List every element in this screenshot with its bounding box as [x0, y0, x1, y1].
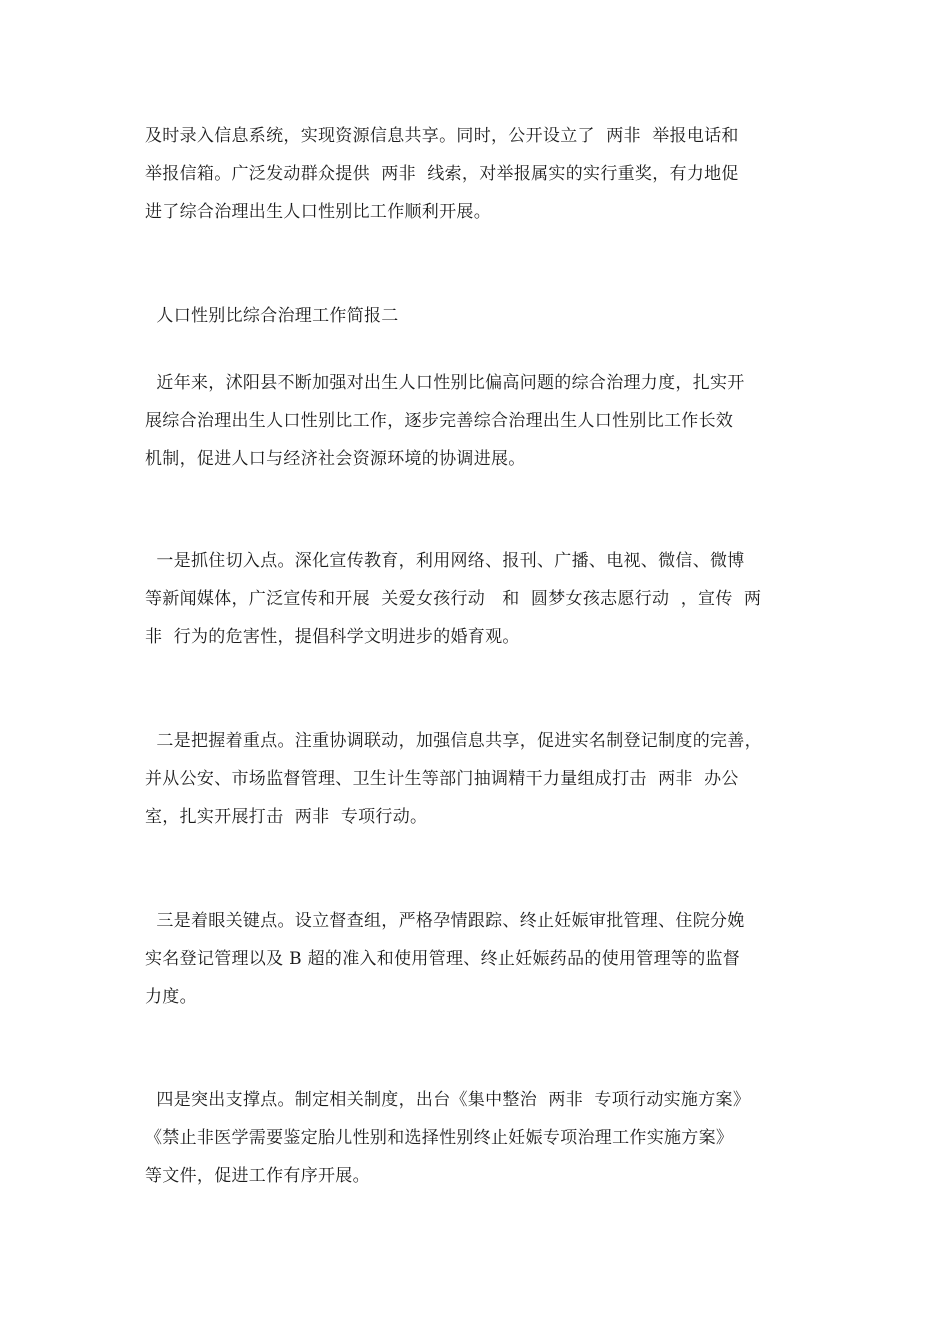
text-line: 举报信箱。广泛发动群众提供 两非 线索，对举报属实的实行重奖，有力地促: [145, 164, 739, 184]
text-line: 室，扎实开展打击 两非 专项行动。: [145, 807, 428, 827]
text-line: 非 行为的危害性，提倡科学文明进步的婚育观。: [145, 627, 520, 647]
paragraph-intro: [145, 117, 815, 231]
text-line: 机制，促进人口与经济社会资源环境的协调进展。: [145, 449, 526, 469]
paragraph-5: [145, 1081, 815, 1195]
text-line: 展综合治理出生人口性别比工作，逐步完善综合治理出生人口性别比工作长效: [145, 411, 734, 431]
title-text: 人口性别比综合治理工作简报二: [145, 306, 399, 326]
paragraph-2: [145, 542, 815, 656]
text-line: 一是抓住切入点。深化宣传教育，利用网络、报刊、广播、电视、微信、微博: [145, 551, 745, 571]
paragraph-1: [145, 364, 815, 478]
text-line: 进了综合治理出生人口性别比工作顺利开展。: [145, 202, 491, 222]
text-line: 四是突出支撑点。制定相关制度，出台《集中整治 两非 专项行动实施方案》: [145, 1090, 751, 1110]
text-line: 等新闻媒体，广泛宣传和开展 关爱女孩行动 和 圆梦女孩志愿行动 ，宣传 两: [145, 589, 762, 609]
text-line: 等文件，促进工作有序开展。: [145, 1166, 370, 1186]
paragraph-3: [145, 722, 815, 836]
text-line: 实名登记管理以及 B 超的准入和使用管理、终止妊娠药品的使用管理等的监督: [145, 949, 741, 969]
text-line: 《禁止非医学需要鉴定胎儿性别和选择性别终止妊娠专项治理工作实施方案》: [145, 1128, 734, 1148]
paragraph-4: [145, 902, 815, 1016]
text-line: 三是着眼关键点。设立督查组，严格孕情跟踪、终止妊娠审批管理、住院分娩: [145, 911, 745, 931]
text-line: 及时录入信息系统，实现资源信息共享。同时，公开设立了 两非 举报电话和: [145, 126, 739, 146]
text-line: 力度。: [145, 987, 197, 1007]
text-line: 近年来，沭阳县不断加强对出生人口性别比偏高问题的综合治理力度，扎实开: [145, 373, 745, 393]
text-line: 二是把握着重点。注重协调联动，加强信息共享，促进实名制登记制度的完善，: [145, 731, 762, 751]
text-line: 并从公安、市场监督管理、卫生计生等部门抽调精干力量组成打击 两非 办公: [145, 769, 739, 789]
report-title: [145, 297, 815, 335]
